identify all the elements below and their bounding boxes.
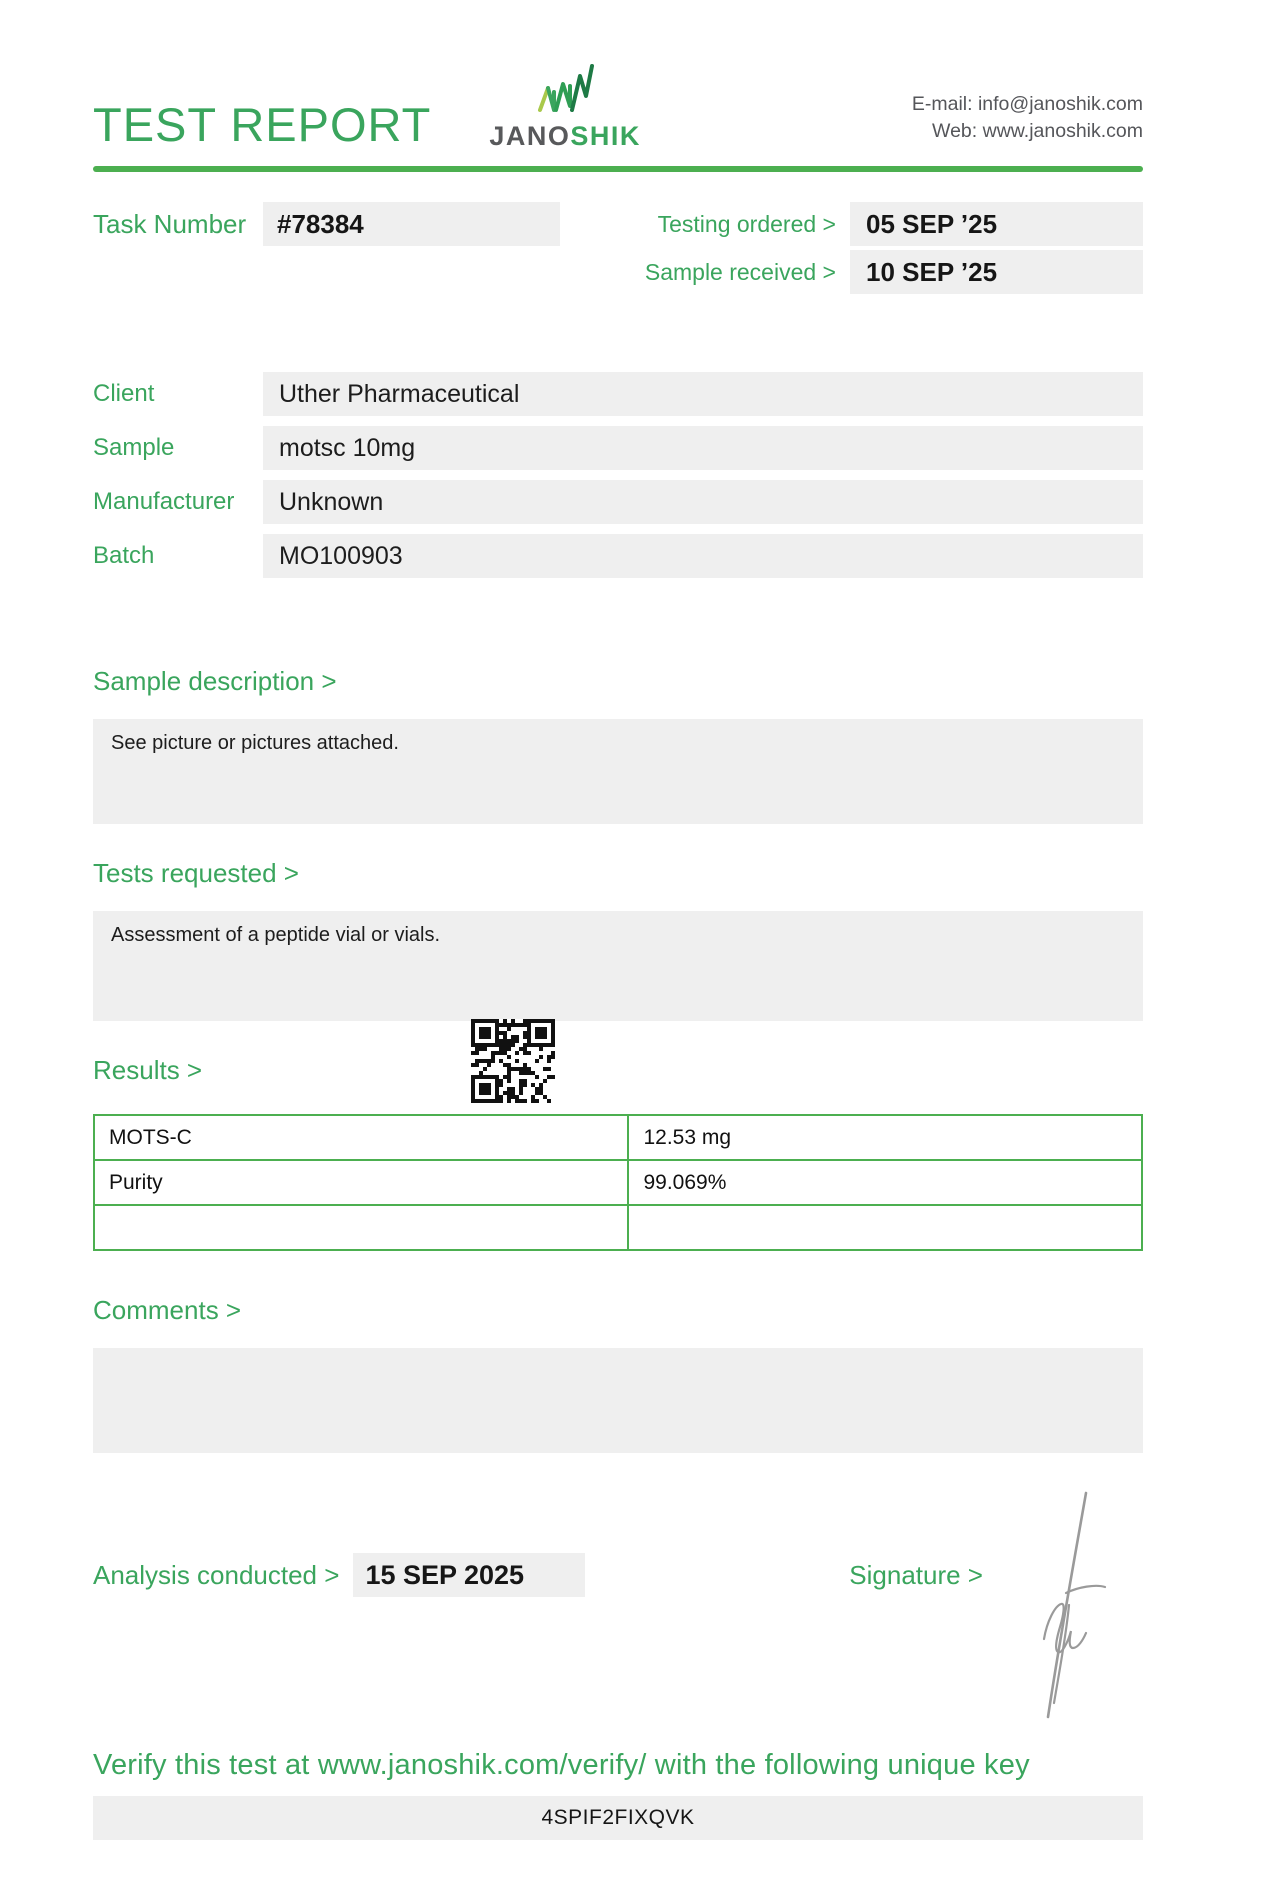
- analysis-date-value: 15 SEP 2025: [353, 1553, 585, 1597]
- chart-icon: [532, 62, 598, 119]
- green-divider-line: [93, 166, 1143, 172]
- comments-heading: Comments >: [93, 1295, 242, 1325]
- verify-key: 4SPIF2FIXQVK: [93, 1796, 1143, 1840]
- info-row-manufacturer: [93, 480, 1143, 524]
- result-empty-cell: [94, 1205, 628, 1250]
- task-number-value: #78384: [263, 202, 560, 246]
- result-empty-cell: [628, 1205, 1142, 1250]
- table-row: [94, 1205, 1142, 1250]
- testing-ordered-label: Testing ordered >: [657, 210, 836, 237]
- result-analyte: MOTS-C: [94, 1115, 628, 1160]
- tests-requested-heading: Tests requested >: [93, 858, 299, 888]
- sample-received-value: 10 SEP ’25: [850, 250, 1143, 294]
- janoshik-logo: [489, 62, 641, 150]
- tests-requested-box: Assessment of a peptide vial or vials.: [93, 911, 1143, 1021]
- client-label: Client: [93, 380, 155, 407]
- analysis-signature-row: [93, 1553, 1143, 1597]
- task-row: [93, 202, 1143, 246]
- sample-value: motsc 10mg: [263, 426, 1143, 470]
- qr-code: [471, 1019, 555, 1103]
- sample-description-box: See picture or pictures attached.: [93, 719, 1143, 824]
- signature-label: Signature >: [849, 1559, 983, 1590]
- manufacturer-label: Manufacturer: [93, 488, 235, 515]
- client-value: Uther Pharmaceutical: [263, 372, 1143, 416]
- result-purity-value: 99.069%: [628, 1160, 1142, 1205]
- email-line: E-mail: info@janoshik.com: [911, 93, 1143, 116]
- web-line: Web: www.janoshik.com: [932, 119, 1143, 142]
- results-heading: Results >: [93, 1055, 203, 1085]
- testing-ordered-value: 05 SEP ’25: [850, 202, 1143, 246]
- table-row: [94, 1115, 1142, 1160]
- sample-label: Sample: [93, 434, 175, 461]
- info-row-batch: [93, 534, 1143, 578]
- verify-instruction: Verify this test at www.janoshik.com/verify/ with the following unique key: [93, 1749, 1030, 1781]
- sample-received-row: [93, 250, 1143, 294]
- analysis-conducted-label: Analysis conducted >: [93, 1559, 340, 1590]
- page-title: TEST REPORT: [93, 98, 432, 151]
- result-purity-label: Purity: [94, 1160, 628, 1205]
- info-row-sample: [93, 426, 1143, 470]
- manufacturer-value: Unknown: [263, 480, 1143, 524]
- sample-description-heading: Sample description >: [93, 666, 337, 696]
- task-number-label: Task Number: [93, 208, 247, 239]
- sample-received-group: [645, 250, 1143, 294]
- results-table: [93, 1114, 1143, 1251]
- logo-part-green: SHIK: [570, 121, 641, 151]
- report-header: [93, 62, 1143, 150]
- logo-wordmark: [489, 123, 641, 150]
- table-row: [94, 1160, 1142, 1205]
- batch-label: Batch: [93, 542, 155, 569]
- signature-icon: [1008, 1487, 1108, 1723]
- contact-block: [912, 91, 1143, 150]
- results-section: [93, 1055, 1143, 1251]
- info-row-client: [93, 372, 1143, 416]
- logo-part-dark: JANO: [489, 121, 571, 151]
- sample-info-block: [93, 372, 1143, 578]
- comments-box: [93, 1348, 1143, 1453]
- result-amount: 12.53 mg: [628, 1115, 1142, 1160]
- sample-received-label: Sample received >: [644, 258, 836, 285]
- batch-value: MO100903: [263, 534, 1143, 578]
- testing-ordered-group: [658, 202, 1143, 246]
